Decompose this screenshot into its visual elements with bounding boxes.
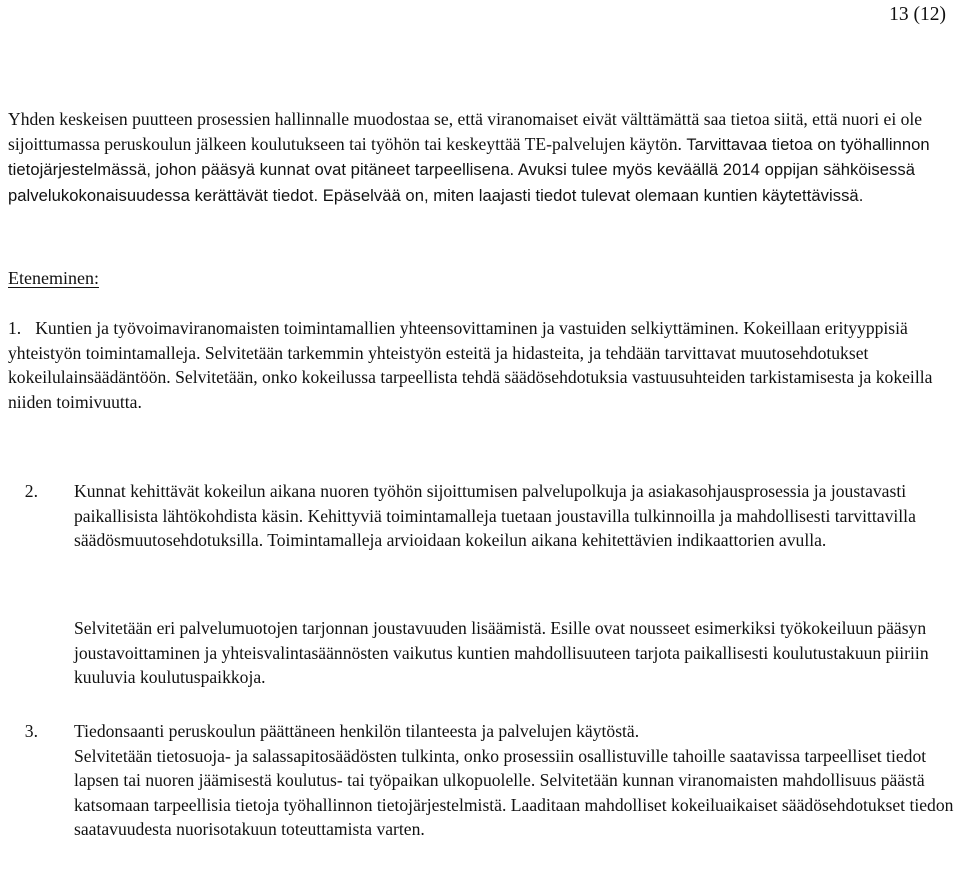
list-item-text: Kuntien ja työvoimaviranomaisten toimintamallien yhteensovittaminen ja vastuiden selkiyttäminen. Kokeillaan erityyppisiä yhteistyön toimintamalleja. Selvitetään tarkemmin yhteistyön esteitä ja hidasteita, ja tehdään tarvittavat muutosehdotukset kokeilulainsäädäntöön. Selvitetään, onko kokeilussa tarpeellista tehdä säädösehdotuksia vastuusuhteiden tarkistamisesta ja kokeilla niiden toimivuutta.	[8, 318, 933, 412]
list-item-1	[8, 316, 953, 414]
list-item-text: Kunnat kehittävät kokeilun aikana nuoren työhön sijoittumisen palvelupolkuja ja asiakasohjausprosessia ja joustavasti paikallisista lähtökohdista käsin. Kehittyviä toimintamalleja tuetaan joustavilla tulkinnoilla ja mahdollisesti tarvittavilla säädösmuutosehdotuksilla. Toimintamalleja arvioidaan kokeilun aikana kehitettävien indikaattorien avulla.	[74, 481, 916, 550]
list-item-title: Tiedonsaanti peruskoulun päättäneen henkilön tilanteesta ja palvelujen käytöstä.	[74, 721, 640, 741]
intro-paragraph	[8, 107, 953, 208]
list-item-3	[24, 719, 954, 842]
list-item-number: 1.	[8, 318, 22, 338]
list-item-2	[24, 479, 954, 553]
list-item-2-extra-paragraph	[74, 616, 954, 690]
intro-serif-text: Yhden keskeisen puutteen prosessien hallinnalle muodostaa se, että viranomaiset eivät välttämättä saa tietoa siitä, että nuori ei ole sijoittumassa peruskoulun jälkeen koulutukseen tai työhön tai keskeyttää TE-palvelujen käytön.	[8, 109, 923, 154]
progress-heading: Eteneminen:	[8, 268, 99, 288]
list-item-text: Selvitetään tietosuoja- ja salassapitosäädösten tulkinta, onko prosessiin osallistuville tahoille saatavissa tarpeelliset tiedot lapsen tai nuoren jäämisestä koulutus- tai työpaikan ulkopuolelle. Selvitetään kunnan viranomaisten mahdollisuus päästä katsomaan tarpeellisia tietoja työhallinnon tietojärjestelmistä. Laaditaan mahdolliset kokeiluaikaiset säädösehdotukset tiedon saatavuudesta nuorisotakuun toteuttamista varten.	[74, 745, 954, 839]
intro-sans-text: Tarvittavaa tietoa on työhallinnon tietojärjestelmässä, johon pääsyä kunnat ovat pitäneet tarpeellisena. Avuksi tulee myös keväällä 2014 oppijan sähköisessä palvelukokonaisuudessa kerättävät tiedot. Epäselvää on, miten laajasti tiedot tulevat olemaan kuntien käytettävissä.	[8, 134, 930, 205]
list-item-text: Selvitetään eri palvelumuotojen tarjonnan joustavuuden lisäämistä. Esille ovat nousseet esimerkiksi työkokeiluun pääsyn joustavoittaminen ja yhteisvalintasäännösten vaikutus kuntien mahdollisuuteen tarjota paikallisesti koulutustakuun piiriin kuuluvia koulutuspaikkoja.	[74, 618, 929, 687]
list-item-number: 2.	[24, 481, 38, 501]
list-item-number: 3.	[24, 721, 38, 741]
page-number: 13 (12)	[889, 4, 946, 25]
